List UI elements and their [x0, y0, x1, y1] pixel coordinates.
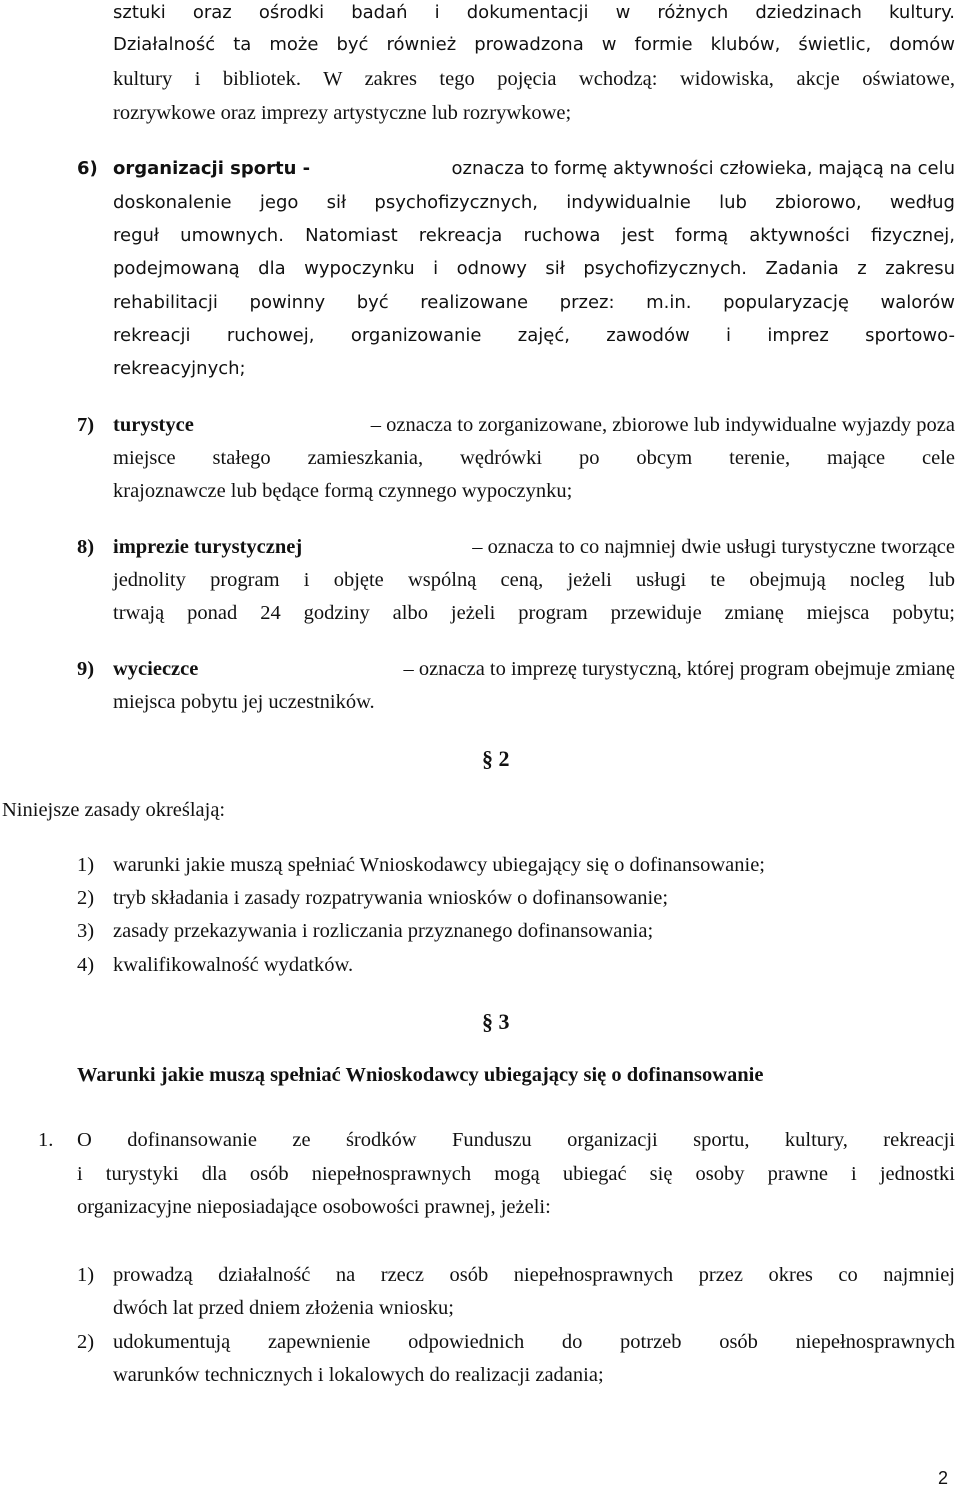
def8-term: imprezie turystycznej [113, 536, 303, 558]
def6-line-1 [113, 154, 955, 184]
s2-item-4-number: 4) [77, 954, 95, 976]
def7-line-2: miejsce stałego zamieszkania, wędrówki po obcym terenie, mające cele [113, 447, 955, 469]
def7-line-1-rest: – oznacza to zorganizowane, zbiorowe lub indywidualne wyjazdy poza [370, 414, 955, 436]
def8-line-1 [113, 532, 955, 562]
def9-line-2: miejsca pobytu jej uczestników. [113, 691, 375, 713]
def9-line-1-rest: – oznacza to imprezę turystyczną, której program obejmuje zmianę [403, 658, 955, 680]
def9-number: 9) [77, 658, 95, 680]
def6-term: organizacji sportu - [113, 158, 311, 179]
def9-line-1 [113, 654, 955, 684]
def6-line-7: rekreacyjnych; [113, 358, 246, 379]
page-number: 2 [938, 1468, 949, 1488]
s3-p1-number: 1. [38, 1129, 54, 1151]
def6-line-6: rekreacji ruchowej, organizowanie zajęć, zawodów i imprez sportowo- [113, 325, 955, 346]
s2-item-1-number: 1) [77, 854, 95, 876]
s3-item-1-line-1: prowadzą działalność na rzecz osób niepełnosprawnych przez okres co najmniej [113, 1264, 955, 1286]
s3-item-1-number: 1) [77, 1264, 95, 1286]
intro-line-3: kultury i bibliotek. W zakres tego pojęcia wchodzą: widowiska, akcje oświatowe, [113, 68, 955, 90]
def9-term: wycieczce [113, 658, 199, 680]
def6-line-2: doskonalenie jego sił psychofizycznych, indywidualnie lub zbiorowo, według [113, 192, 955, 213]
def6-line-3: reguł umownych. Natomiast rekreacja ruchowa jest formą aktywności fizycznej, [113, 225, 955, 246]
intro-line-1: sztuki oraz ośrodki badań i dokumentacji w różnych dziedzinach kultury. [113, 2, 955, 23]
def6-number: 6) [77, 158, 98, 179]
def7-line-3: krajoznawcze lub będące formą czynnego wypoczynku; [113, 480, 573, 502]
s3-p1-line-3: organizacyjne nieposiadające osobowości prawnej, jeżeli: [77, 1196, 551, 1218]
def8-line-2: jednolity program i objęte wspólną ceną, jeżeli usługi te obejmują nocleg lub [113, 569, 955, 591]
s2-item-1-text: warunki jakie muszą spełniać Wnioskodawcy ubiegający się o dofinansowanie; [113, 854, 766, 876]
section-3-sign: § 3 [482, 1009, 510, 1034]
def8-line-1-rest: – oznacza to co najmniej dwie usługi turystyczne tworzące [472, 536, 955, 558]
s3-p1-line-2: i turystyki dla osób niepełnosprawnych mogą ubiegać się osoby prawne i jednostki [77, 1163, 955, 1185]
def7-number: 7) [77, 414, 95, 436]
s2-item-2-text: tryb składania i zasady rozpatrywania wniosków o dofinansowanie; [113, 887, 669, 909]
s3-item-2-line-2: warunków technicznych i lokalowych do realizacji zadania; [113, 1364, 604, 1386]
section-3-heading: Warunki jakie muszą spełniać Wnioskodawcy ubiegający się o dofinansowanie [77, 1064, 764, 1086]
def7-term: turystyce [113, 414, 194, 436]
s2-item-2-number: 2) [77, 887, 95, 909]
intro-line-2: Działalność ta może być również prowadzona w formie klubów, świetlic, domów [113, 34, 955, 55]
def6-line-5: rehabilitacji powinny być realizowane przez: m.in. popularyzację walorów [113, 292, 955, 313]
s3-p1-line-1: O dofinansowanie ze środków Funduszu organizacji sportu, kultury, rekreacji [77, 1129, 955, 1151]
def7-line-1 [113, 410, 955, 440]
s2-item-3-number: 3) [77, 920, 95, 942]
def6-line-1-rest: oznacza to formę aktywności człowieka, mającą na celu [451, 158, 955, 179]
s2-item-4-text: kwalifikowalność wydatków. [113, 954, 354, 976]
s3-item-2-line-1: udokumentują zapewnienie odpowiednich do potrzeb osób niepełnosprawnych [113, 1331, 955, 1353]
def6-line-4: podejmowaną dla wypoczynku i odnowy sił psychofizycznych. Zadania z zakresu [113, 258, 955, 279]
s3-item-2-number: 2) [77, 1331, 95, 1353]
section-2-intro: Niniejsze zasady określają: [2, 799, 226, 821]
def8-line-3: trwają ponad 24 godziny albo jeżeli program przewiduje zmianę miejsca pobytu; [113, 602, 955, 624]
section-2-sign: § 2 [482, 746, 510, 771]
s2-item-3-text: zasady przekazywania i rozliczania przyznanego dofinansowania; [113, 920, 654, 942]
def8-number: 8) [77, 536, 95, 558]
intro-line-4: rozrywkowe oraz imprezy artystyczne lub rozrywkowe; [113, 102, 572, 124]
s3-item-1-line-2: dwóch lat przed dniem złożenia wniosku; [113, 1297, 454, 1319]
